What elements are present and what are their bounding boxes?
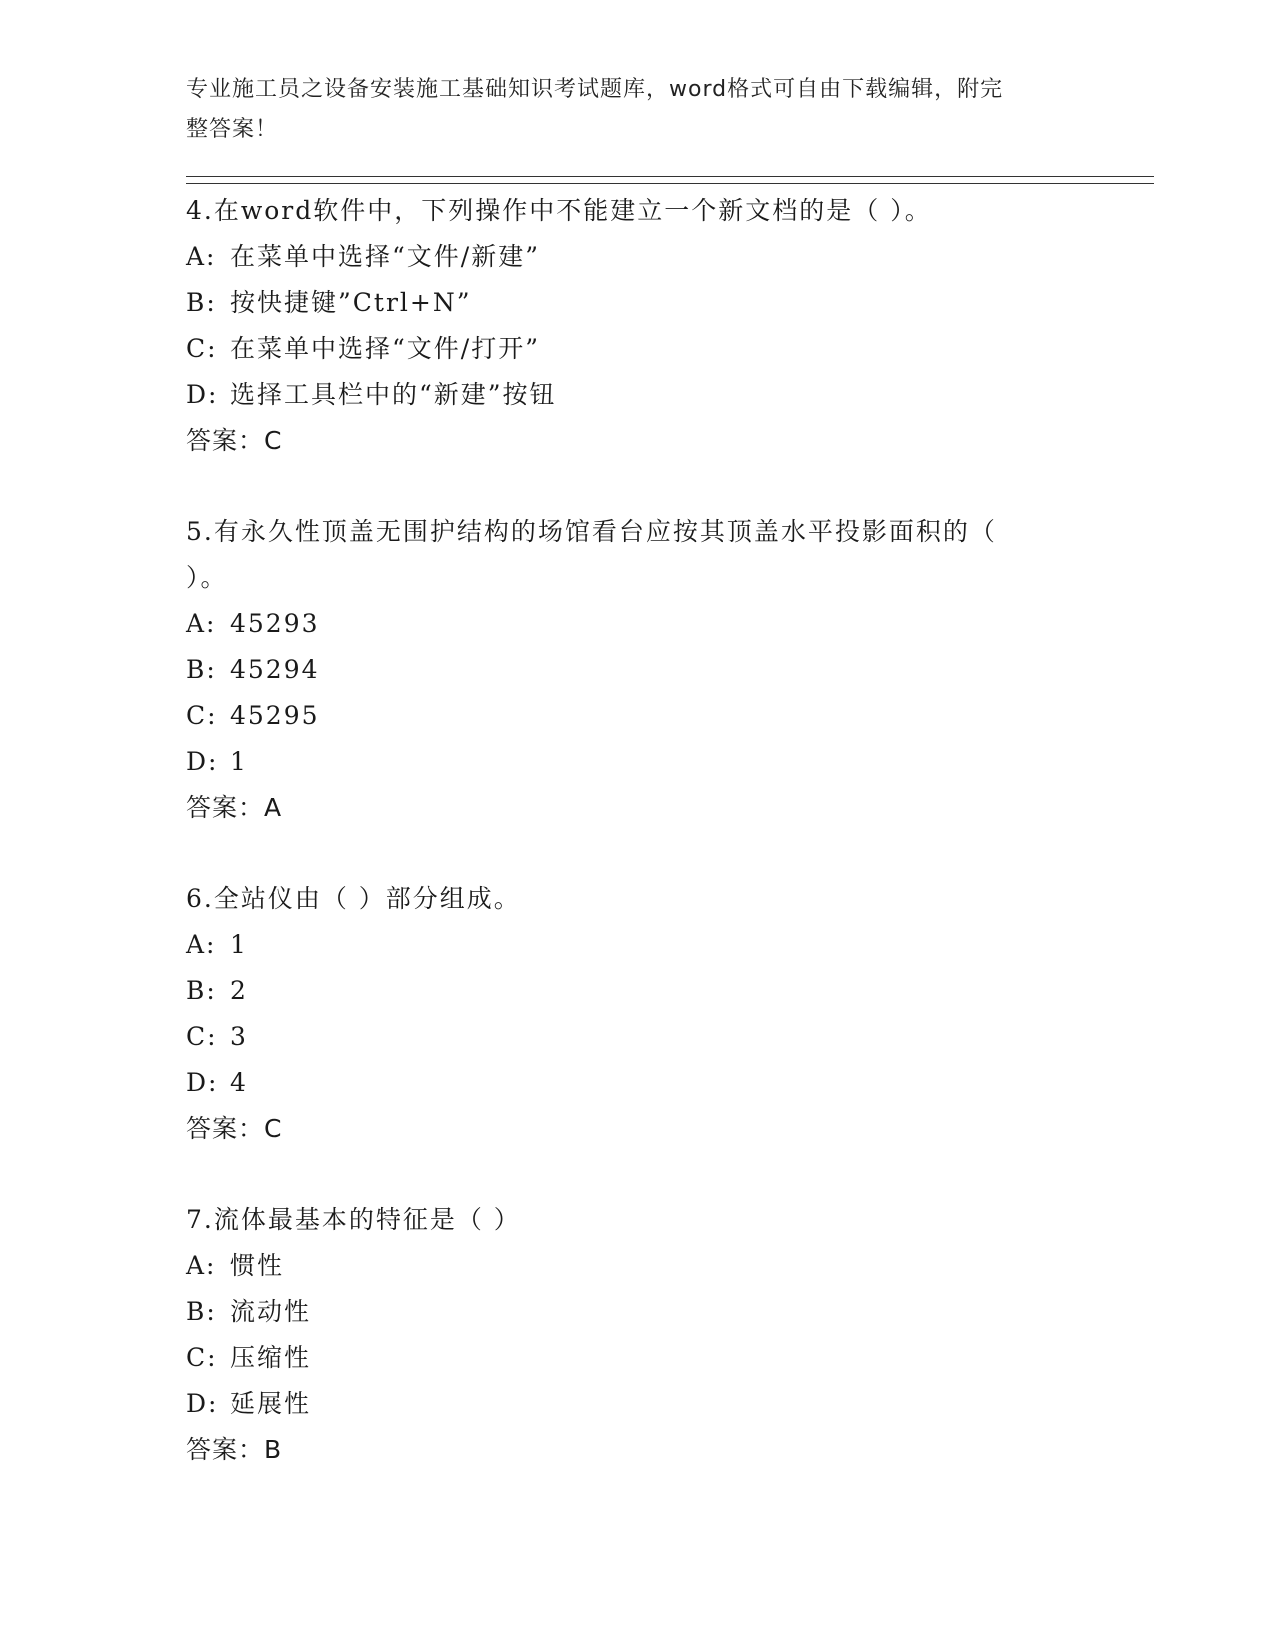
question-stem-continued: ）。 — [186, 563, 228, 592]
question-5 — [186, 509, 1086, 831]
answer-line: 答案：A — [186, 793, 283, 822]
option-b — [186, 1289, 1086, 1335]
option-text: 流动性 — [230, 1297, 312, 1326]
option-text: 在菜单中选择“文件/打开” — [230, 334, 540, 363]
header-line-1: 专业施工员之设备安装施工基础知识考试题库，word格式可自由下载编辑，附完 — [186, 77, 1004, 102]
header-rule-top — [186, 176, 1154, 177]
option-text: 2 — [230, 976, 248, 1005]
option-letter: C: — [186, 701, 218, 730]
option-letter: A: — [186, 242, 217, 271]
answer-line: 答案：C — [186, 1114, 283, 1143]
option-letter: C: — [186, 1022, 218, 1051]
option-text: 4 — [230, 1068, 248, 1097]
header-rule-bottom — [186, 183, 1154, 184]
option-c — [186, 1335, 1086, 1381]
option-letter: B: — [186, 976, 217, 1005]
question-list — [186, 188, 1086, 1518]
option-d — [186, 1381, 1086, 1427]
header-line-2: 整答案！ — [186, 117, 279, 142]
option-d — [186, 372, 1086, 418]
option-text: 在菜单中选择“文件/新建” — [230, 242, 540, 271]
option-letter: A: — [186, 1251, 217, 1280]
option-d — [186, 739, 1086, 785]
option-letter: D: — [186, 1068, 219, 1097]
option-a — [186, 922, 1086, 968]
option-letter: A: — [186, 930, 217, 959]
question-4 — [186, 188, 1086, 464]
option-a — [186, 1243, 1086, 1289]
option-text: 压缩性 — [230, 1343, 312, 1372]
question-stem: 5.有永久性顶盖无围护结构的场馆看台应按其顶盖水平投影面积的（ — [186, 517, 997, 546]
option-text: 1 — [230, 930, 248, 959]
option-letter: D: — [186, 380, 219, 409]
option-c — [186, 1014, 1086, 1060]
option-text: 选择工具栏中的“新建”按钮 — [230, 380, 557, 409]
option-c — [186, 693, 1086, 739]
question-7 — [186, 1197, 1086, 1473]
option-letter: B: — [186, 655, 217, 684]
option-letter: A: — [186, 609, 217, 638]
option-a — [186, 601, 1086, 647]
option-letter: D: — [186, 747, 219, 776]
option-letter: D: — [186, 1389, 219, 1418]
option-text: 45293 — [230, 609, 320, 638]
option-letter: C: — [186, 1343, 218, 1372]
option-text: 延展性 — [230, 1389, 312, 1418]
option-b — [186, 968, 1086, 1014]
question-stem: 7.流体最基本的特征是（ ） — [186, 1205, 521, 1234]
option-d — [186, 1060, 1086, 1106]
option-text: 45295 — [230, 701, 320, 730]
option-text: 1 — [230, 747, 248, 776]
option-text: 惯性 — [230, 1251, 285, 1280]
option-letter: C: — [186, 334, 218, 363]
option-letter: B: — [186, 288, 217, 317]
option-a — [186, 234, 1086, 280]
answer-line: 答案：C — [186, 426, 283, 455]
option-letter: B: — [186, 1297, 217, 1326]
question-stem: 4.在word软件中，下列操作中不能建立一个新文档的是（ ）。 — [186, 196, 932, 225]
question-stem: 6.全站仪由（ ）部分组成。 — [186, 884, 521, 913]
option-c — [186, 326, 1086, 372]
document-header — [186, 70, 1066, 150]
option-text: 按快捷键”Ctrl+N” — [230, 288, 472, 317]
option-b — [186, 280, 1086, 326]
option-text: 45294 — [230, 655, 320, 684]
option-text: 3 — [230, 1022, 248, 1051]
question-6 — [186, 876, 1086, 1152]
answer-line: 答案：B — [186, 1435, 283, 1464]
option-b — [186, 647, 1086, 693]
